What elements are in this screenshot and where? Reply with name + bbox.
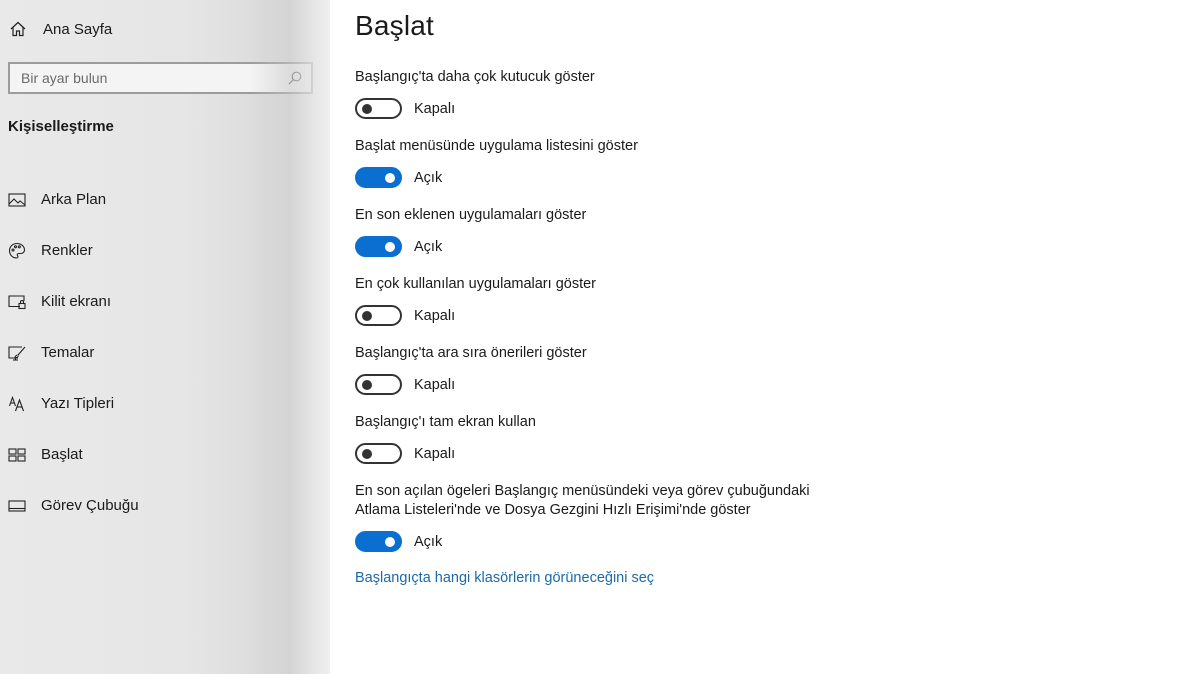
setting-label-line1: En son açılan ögeleri Başlangıç menüsündeki veya görev çubuğundaki — [355, 483, 810, 499]
search-icon[interactable] — [283, 66, 307, 90]
section-title: Kişiselleştirme — [8, 118, 114, 135]
fonts-icon — [8, 395, 26, 413]
setting-most-used — [355, 275, 1155, 326]
sidebar-item-fonts[interactable] — [0, 378, 330, 429]
toggle-state-label: Kapalı — [414, 445, 456, 462]
more-tiles-toggle[interactable] — [355, 98, 402, 119]
picture-icon — [8, 191, 26, 209]
sidebar-item-lock-screen[interactable] — [0, 276, 330, 327]
setting-label: En son eklenen uygulamaları göster — [355, 207, 587, 223]
setting-recent-items — [355, 482, 1155, 552]
recently-added-toggle[interactable] — [355, 236, 402, 257]
setting-more-tiles — [355, 68, 1155, 119]
themes-icon — [8, 344, 26, 362]
setting-label: Başlangıç'ta ara sıra önerileri göster — [355, 345, 587, 361]
toggle-state-label: Açık — [414, 169, 443, 186]
setting-app-list — [355, 137, 1155, 188]
setting-label: Başlangıç'ı tam ekran kullan — [355, 414, 536, 430]
setting-recently-added — [355, 206, 1155, 257]
taskbar-icon — [8, 497, 26, 515]
sidebar-item-label: Temalar — [41, 344, 95, 361]
start-icon — [8, 446, 26, 464]
setting-label: En çok kullanılan uygulamaları göster — [355, 276, 596, 292]
choose-folders-link[interactable]: Başlangıçta hangi klasörlerin görüneceğini seç — [355, 570, 655, 586]
sidebar-item-themes[interactable] — [0, 327, 330, 378]
sidebar-item-background[interactable] — [0, 174, 330, 225]
toggle-state-label: Açık — [414, 238, 443, 255]
page-title: Başlat — [355, 10, 435, 41]
full-screen-toggle[interactable] — [355, 443, 402, 464]
sidebar-item-taskbar[interactable] — [0, 480, 330, 531]
palette-icon — [8, 242, 26, 260]
setting-full-screen — [355, 413, 1155, 464]
sidebar-item-start[interactable] — [0, 429, 330, 480]
lock-screen-icon — [8, 293, 26, 311]
most-used-toggle[interactable] — [355, 305, 402, 326]
sidebar-item-label: Arka Plan — [41, 191, 107, 208]
sidebar-item-colors[interactable] — [0, 225, 330, 276]
sidebar-item-label: Görev Çubuğu — [41, 497, 139, 514]
toggle-state-label: Açık — [414, 533, 443, 550]
sidebar-nav — [0, 174, 330, 531]
home-label: Ana Sayfa — [43, 20, 113, 38]
setting-label: Başlangıç'ta daha çok kutucuk göster — [355, 69, 595, 85]
toggle-state-label: Kapalı — [414, 307, 456, 324]
toggle-state-label: Kapalı — [414, 376, 456, 393]
suggestions-toggle[interactable] — [355, 374, 402, 395]
home-icon — [8, 19, 28, 39]
home-nav-item[interactable] — [8, 18, 112, 40]
sidebar-item-label: Yazı Tipleri — [41, 395, 115, 412]
sidebar-item-label: Kilit ekranı — [41, 293, 112, 310]
recent-items-toggle[interactable] — [355, 531, 402, 552]
sidebar-item-label: Renkler — [41, 242, 93, 259]
toggle-state-label: Kapalı — [414, 100, 456, 117]
sidebar — [0, 0, 330, 674]
sidebar-item-label: Başlat — [41, 446, 83, 463]
search-box — [8, 62, 313, 94]
app-list-toggle[interactable] — [355, 167, 402, 188]
setting-label-line2: Atlama Listeleri'nde ve Dosya Gezgini Hızlı Erişimi'nde göster — [355, 502, 751, 518]
setting-label: Başlat menüsünde uygulama listesini göster — [355, 138, 638, 154]
setting-suggestions — [355, 344, 1155, 395]
search-input[interactable] — [10, 64, 283, 92]
